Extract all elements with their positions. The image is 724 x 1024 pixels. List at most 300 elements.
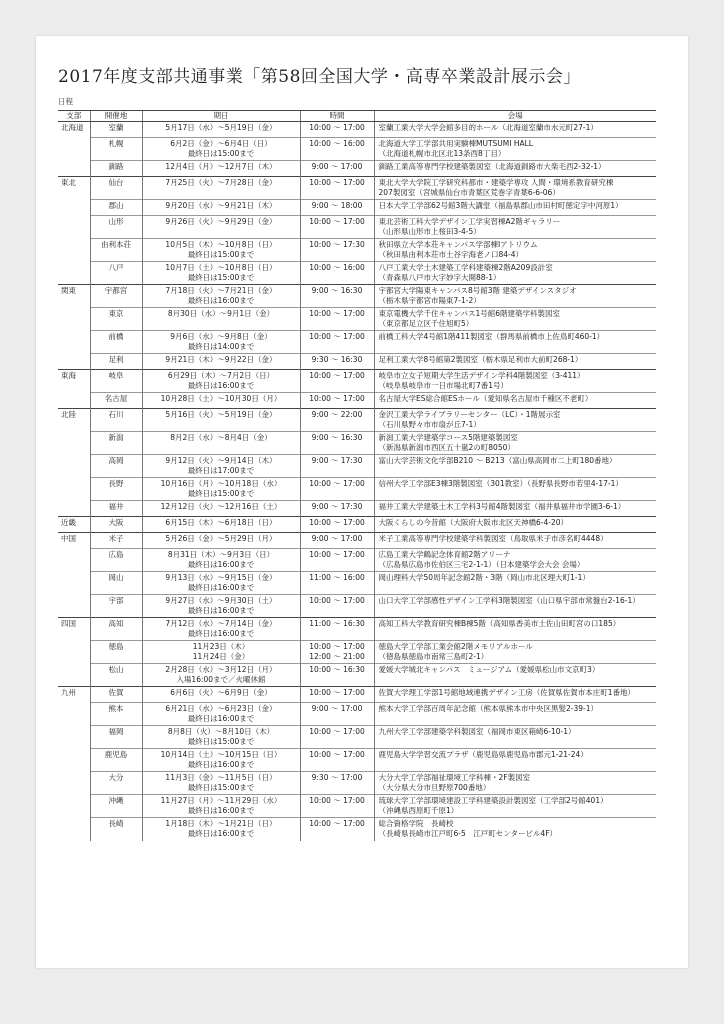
table-row	[58, 572, 656, 595]
time-cell-line: 9:00 ～ 17:30	[311, 456, 363, 465]
branch-cell: 東北	[58, 177, 90, 200]
time-cell	[300, 409, 374, 432]
time-cell	[300, 432, 374, 455]
table-row	[58, 703, 656, 726]
dates-cell-line: 5月17日（水）～5月19日（金）	[165, 123, 277, 132]
city-cell: 鹿児島	[90, 749, 142, 772]
venue-cell	[374, 216, 656, 239]
dates-cell-line: 11月3日（金）～11月5日（日）	[165, 773, 277, 782]
venue-cell	[374, 138, 656, 161]
table-row	[58, 795, 656, 818]
time-cell	[300, 772, 374, 795]
dates-cell	[142, 432, 300, 455]
venue-cell	[374, 455, 656, 478]
dates-cell-line: 最終日は17:00まで	[187, 466, 255, 475]
table-row	[58, 138, 656, 161]
table-row	[58, 216, 656, 239]
document-page	[36, 36, 688, 968]
time-cell-line: 9:30 ～ 17:00	[311, 773, 363, 782]
time-cell	[300, 795, 374, 818]
venue-cell-line: 米子工業高等専門学校建築学科製図室（鳥取県米子市彦名町4448）	[378, 534, 608, 543]
branch-cell	[58, 308, 90, 331]
venue-cell-line: 室蘭工業大学大学会館多目的ホール（北海道室蘭市水元町27-1）	[378, 123, 598, 132]
venue-cell-line: 八戸工業大学土木建築工学科建築棟2階A209設計室	[378, 263, 553, 272]
venue-cell	[374, 517, 656, 533]
branch-cell: 九州	[58, 687, 90, 703]
time-cell-line: 10:00 ～ 17:00	[309, 596, 365, 605]
dates-cell	[142, 726, 300, 749]
venue-cell	[374, 687, 656, 703]
dates-cell-line: 10月7日（土）～10月8日（日）	[165, 263, 277, 272]
time-cell	[300, 138, 374, 161]
dates-cell-line: 9月27日（水）～9月30日（土）	[165, 596, 277, 605]
venue-cell-line: （秋田県由利本荘市土谷字海老ノ口84-4）	[378, 250, 524, 259]
venue-cell-line: 東京電機大学千住キャンパス1号館6階建築学科製図室	[378, 309, 561, 318]
time-cell-line: 9:00 ～ 16:30	[311, 433, 363, 442]
venue-cell	[374, 726, 656, 749]
branch-cell	[58, 478, 90, 501]
dates-cell-line: 8月8日（火）～8月10日（木）	[167, 727, 275, 736]
dates-cell	[142, 122, 300, 138]
dates-cell	[142, 455, 300, 478]
dates-cell	[142, 262, 300, 285]
table-row	[58, 772, 656, 795]
city-cell: 松山	[90, 664, 142, 687]
branch-cell	[58, 818, 90, 841]
table-row	[58, 749, 656, 772]
time-cell-line: 11:00 ～ 16:00	[309, 573, 365, 582]
dates-cell	[142, 641, 300, 664]
venue-cell	[374, 641, 656, 664]
branch-cell	[58, 749, 90, 772]
venue-cell-line: 広島工業大学鶴記念体育館2階アリーナ	[378, 550, 511, 559]
venue-cell	[374, 331, 656, 354]
branch-cell	[58, 595, 90, 618]
time-cell-line: 10:00 ～ 17:00	[309, 518, 365, 527]
dates-cell-line: 最終日は15:00まで	[187, 489, 255, 498]
time-cell	[300, 177, 374, 200]
time-cell	[300, 331, 374, 354]
venue-cell-line: 熊本大学工学部百周年記念館（熊本県熊本市中央区黒髪2-39-1）	[378, 704, 598, 713]
city-cell: 福井	[90, 501, 142, 517]
venue-cell-line: 高知工科大学教育研究棟B棟5階（高知県香美市土佐山田町宮の口185）	[378, 619, 621, 628]
city-cell: 石川	[90, 409, 142, 432]
time-cell-line: 10:00 ～ 17:00	[309, 178, 365, 187]
branch-cell	[58, 455, 90, 478]
venue-cell-line: 鹿児島大学学習交流プラザ（鹿児島県鹿児島市郡元1-21-24）	[378, 750, 588, 759]
branch-cell	[58, 703, 90, 726]
dates-cell	[142, 772, 300, 795]
dates-cell	[142, 285, 300, 308]
table-row	[58, 239, 656, 262]
time-cell-line: 10:00 ～ 17:00	[309, 819, 365, 828]
time-cell-line: 10:00 ～ 17:00	[309, 371, 365, 380]
city-cell: 山形	[90, 216, 142, 239]
time-cell-line: 9:00 ～ 17:30	[311, 502, 363, 511]
venue-cell	[374, 239, 656, 262]
venue-cell-line: 琉球大学工学部環境建設工学科建築設計製図室（工学部2号館401）	[378, 796, 608, 805]
table-row	[58, 595, 656, 618]
header-city: 開催地	[90, 111, 142, 122]
venue-cell	[374, 501, 656, 517]
dates-cell-line: 最終日は15:00まで	[187, 273, 255, 282]
venue-cell-line: （岐阜県岐阜市一日市場北町7番1号）	[378, 381, 509, 390]
city-cell: 由利本荘	[90, 239, 142, 262]
dates-cell-line: 最終日は16:00まで	[187, 583, 255, 592]
dates-cell	[142, 409, 300, 432]
dates-cell-line: 入場16:00まで／火曜休館	[176, 675, 266, 684]
dates-cell-line: 最終日は16:00まで	[187, 629, 255, 638]
city-cell: 宇都宮	[90, 285, 142, 308]
city-cell: 札幌	[90, 138, 142, 161]
branch-cell	[58, 200, 90, 216]
dates-cell	[142, 501, 300, 517]
time-cell-line: 9:00 ～ 17:00	[311, 704, 363, 713]
table-row	[58, 641, 656, 664]
venue-cell-line: 信州大学工学部E3棟3階製図室（301教室）（長野県長野市若里4-17-1）	[378, 479, 623, 488]
dates-cell-line: 最終日は16:00まで	[187, 806, 255, 815]
venue-cell	[374, 262, 656, 285]
schedule-label: 日程	[58, 97, 73, 106]
dates-cell-line: 6月6日（火）～6月9日（金）	[170, 688, 272, 697]
dates-cell	[142, 308, 300, 331]
city-cell: 東京	[90, 308, 142, 331]
venue-cell-line: 釧路工業高等専門学校建築製図室（北海道釧路市大楽毛西2-32-1）	[378, 162, 606, 171]
venue-cell	[374, 285, 656, 308]
city-cell: 熊本	[90, 703, 142, 726]
venue-cell	[374, 409, 656, 432]
time-cell	[300, 285, 374, 308]
dates-cell-line: 11月23日（木）	[192, 642, 250, 651]
time-cell	[300, 478, 374, 501]
venue-cell-line: 名古屋大学ES総合館ESホール（愛知県名古屋市千種区不老町）	[378, 394, 593, 403]
dates-cell-line: 8月30日（水）～9月1日（金）	[167, 309, 275, 318]
branch-cell	[58, 772, 90, 795]
time-cell	[300, 354, 374, 370]
dates-cell-line: 8月2日（水）～8月4日（金）	[170, 433, 272, 442]
time-cell	[300, 572, 374, 595]
header-venue: 会場	[374, 111, 656, 122]
city-cell: 足利	[90, 354, 142, 370]
time-cell-line: 10:00 ～ 17:00	[309, 750, 365, 759]
table-row	[58, 393, 656, 409]
time-cell-line: 9:00 ～ 17:00	[311, 534, 363, 543]
dates-cell-line: 12月12日（火）～12月16日（土）	[160, 502, 282, 511]
time-cell-line: 9:00 ～ 22:00	[311, 410, 363, 419]
venue-cell-line: （広島県広島市佐伯区三宅2-1-1）（日本建築学会大会 会場）	[378, 560, 585, 569]
time-cell	[300, 501, 374, 517]
dates-cell	[142, 161, 300, 177]
time-cell-line: 9:00 ～ 16:30	[311, 286, 363, 295]
city-cell: 仙台	[90, 177, 142, 200]
branch-cell	[58, 216, 90, 239]
venue-cell-line: 愛媛大学城北キャンパス ミュージアム（愛媛県松山市文京町3）	[378, 665, 600, 674]
venue-cell-line: （新潟県新潟市西区五十嵐2の町8050）	[378, 443, 515, 452]
time-cell-line: 10:00 ～ 16:30	[309, 665, 365, 674]
time-cell-line: 10:00 ～ 16:00	[309, 263, 365, 272]
time-cell-line: 10:00 ～ 17:00	[309, 309, 365, 318]
time-cell	[300, 533, 374, 549]
table-row	[58, 177, 656, 200]
document-title: 2017年度支部共通事業「第58回全国大学・高専卒業設計展示会」	[58, 67, 581, 87]
venue-cell-line: 総合資格学院 長崎校	[378, 819, 454, 828]
venue-cell	[374, 533, 656, 549]
dates-cell	[142, 138, 300, 161]
dates-cell-line: 9月21日（木）～9月22日（金）	[165, 355, 277, 364]
table-row	[58, 517, 656, 533]
dates-cell-line: 最終日は14:00まで	[187, 342, 255, 351]
venue-cell-line: （大分県大分市旦野原700番地）	[378, 783, 491, 792]
dates-cell-line: 最終日は16:00まで	[187, 560, 255, 569]
time-cell-line: 10:00 ～ 16:00	[309, 139, 365, 148]
dates-cell-line: 10月28日（土）～10月30日（月）	[160, 394, 282, 403]
dates-cell	[142, 216, 300, 239]
city-cell: 長崎	[90, 818, 142, 841]
venue-cell	[374, 308, 656, 331]
dates-cell	[142, 572, 300, 595]
venue-cell-line: 佐賀大学理工学部1号館地域連携デザイン工房（佐賀県佐賀市本庄町1番地）	[378, 688, 636, 697]
time-cell-line: 10:00 ～ 17:00	[309, 688, 365, 697]
table-row	[58, 664, 656, 687]
venue-cell	[374, 393, 656, 409]
branch-cell	[58, 501, 90, 517]
dates-cell-line: 9月6日（水）～9月8日（金）	[170, 332, 272, 341]
venue-cell	[374, 595, 656, 618]
table-row	[58, 478, 656, 501]
venue-cell-line: 新潟工業大学建築学コース5階建築製図室	[378, 433, 518, 442]
city-cell: 高知	[90, 618, 142, 641]
city-cell: 佐賀	[90, 687, 142, 703]
dates-cell	[142, 478, 300, 501]
time-cell-line: 9:00 ～ 18:00	[311, 201, 363, 210]
time-cell-line: 10:00 ～ 17:00	[309, 727, 365, 736]
dates-cell	[142, 393, 300, 409]
dates-cell	[142, 370, 300, 393]
venue-cell	[374, 122, 656, 138]
dates-cell-line: 6月2日（金）～6月4日（日）	[170, 139, 272, 148]
venue-cell-line: 福井工業大学建築土木工学科3号館4階製図室（福井県福井市学園3-6-1）	[378, 502, 626, 511]
branch-cell: 北海道	[58, 122, 90, 138]
table-row	[58, 331, 656, 354]
branch-cell	[58, 549, 90, 572]
venue-cell-line: 富山大学芸術文化学部B210 ～ B213（富山県高岡市二上町180番地）	[378, 456, 617, 465]
time-cell-line: 12:00 ～ 21:00	[309, 652, 365, 661]
time-cell-line: 10:00 ～ 17:00	[309, 642, 365, 651]
dates-cell	[142, 177, 300, 200]
city-cell: 前橋	[90, 331, 142, 354]
time-cell	[300, 517, 374, 533]
dates-cell	[142, 818, 300, 841]
venue-cell-line: 大分大学工学部福祉環境工学科棟・2F製図室	[378, 773, 531, 782]
branch-cell	[58, 726, 90, 749]
venue-cell-line: （石川県野々市市扇が丘7-1）	[378, 420, 481, 429]
dates-cell-line: 10月16日（月）～10月18日（水）	[160, 479, 282, 488]
city-cell: 沖縄	[90, 795, 142, 818]
venue-cell-line: （長崎県長崎市江戸町6-5 江戸町センタービル4F）	[378, 829, 558, 838]
dates-cell-line: 最終日は16:00まで	[187, 296, 255, 305]
dates-cell	[142, 749, 300, 772]
table-row	[58, 409, 656, 432]
venue-cell-line: 九州大学工学部建築学科製図室（福岡市東区箱崎6-10-1）	[378, 727, 576, 736]
dates-cell-line: 最終日は16:00まで	[187, 829, 255, 838]
city-cell: 米子	[90, 533, 142, 549]
venue-cell-line: 東北大学大学院工学研究科都市・建築学専攻 人間・環境系教育研究棟	[378, 178, 614, 187]
dates-cell-line: 最終日は15:00まで	[187, 149, 255, 158]
dates-cell-line: 5月16日（火）～5月19日（金）	[165, 410, 277, 419]
time-cell	[300, 818, 374, 841]
venue-cell-line: （沖縄県西原町千原1）	[378, 806, 459, 815]
dates-cell-line: 8月31日（木）～9月3日（日）	[167, 550, 275, 559]
dates-cell	[142, 331, 300, 354]
dates-cell	[142, 517, 300, 533]
time-cell-line: 10:00 ～ 17:00	[309, 332, 365, 341]
dates-cell-line: 7月25日（火）～7月28日（金）	[165, 178, 277, 187]
city-cell: 名古屋	[90, 393, 142, 409]
venue-cell	[374, 772, 656, 795]
venue-cell-line: （栃木県宇都宮市陽東7-1-2）	[378, 296, 481, 305]
branch-cell	[58, 354, 90, 370]
time-cell	[300, 200, 374, 216]
venue-cell-line: （徳島県徳島市南常三島町2-1）	[378, 652, 489, 661]
branch-cell	[58, 795, 90, 818]
venue-cell	[374, 478, 656, 501]
dates-cell	[142, 664, 300, 687]
city-cell: 福岡	[90, 726, 142, 749]
dates-cell	[142, 533, 300, 549]
dates-cell-line: 11月24日（金）	[192, 652, 250, 661]
dates-cell-line: 最終日は15:00まで	[187, 250, 255, 259]
branch-cell	[58, 262, 90, 285]
branch-cell	[58, 664, 90, 687]
time-cell-line: 11:00 ～ 16:30	[309, 619, 365, 628]
city-cell: 長野	[90, 478, 142, 501]
header-dates: 期日	[142, 111, 300, 122]
dates-cell	[142, 354, 300, 370]
table-row	[58, 285, 656, 308]
time-cell	[300, 618, 374, 641]
venue-cell-line: 207製図室（宮城県仙台市青葉区荒巻字青葉6-6-06）	[378, 188, 560, 197]
time-cell	[300, 393, 374, 409]
branch-cell: 東海	[58, 370, 90, 393]
venue-cell	[374, 370, 656, 393]
venue-cell	[374, 795, 656, 818]
header-time: 時間	[300, 111, 374, 122]
table-row	[58, 618, 656, 641]
venue-cell	[374, 703, 656, 726]
city-cell: 釧路	[90, 161, 142, 177]
time-cell	[300, 308, 374, 331]
branch-cell: 中国	[58, 533, 90, 549]
venue-cell	[374, 749, 656, 772]
table-row	[58, 726, 656, 749]
time-cell	[300, 161, 374, 177]
branch-cell	[58, 239, 90, 262]
time-cell	[300, 595, 374, 618]
branch-cell	[58, 138, 90, 161]
branch-cell: 近畿	[58, 517, 90, 533]
table-row	[58, 549, 656, 572]
time-cell-line: 10:00 ～ 17:00	[309, 550, 365, 559]
venue-cell	[374, 618, 656, 641]
table-row	[58, 818, 656, 841]
branch-cell	[58, 161, 90, 177]
table-row	[58, 122, 656, 138]
venue-cell-line: （北海道札幌市北区北13条西8丁目）	[378, 149, 506, 158]
venue-cell	[374, 354, 656, 370]
venue-cell-line: 秋田県立大学本荘キャンパス学部棟Iアトリウム	[378, 240, 538, 249]
dates-cell-line: 6月29日（木）～7月2日（日）	[167, 371, 275, 380]
city-cell: 岐阜	[90, 370, 142, 393]
dates-cell-line: 最終日は15:00まで	[187, 737, 255, 746]
table-row	[58, 308, 656, 331]
city-cell: 大阪	[90, 517, 142, 533]
venue-cell	[374, 161, 656, 177]
dates-cell-line: 最終日は16:00まで	[187, 606, 255, 615]
time-cell	[300, 455, 374, 478]
dates-cell	[142, 549, 300, 572]
venue-cell-line: 前橋工科大学4号館1階411製図室（群馬県前橋市上佐鳥町460-1）	[378, 332, 605, 341]
time-cell	[300, 749, 374, 772]
table-row	[58, 161, 656, 177]
dates-cell-line: 12月4日（月）～12月7日（木）	[165, 162, 277, 171]
time-cell-line: 10:00 ～ 17:00	[309, 217, 365, 226]
venue-cell-line: 岡山理科大学50周年記念館2階・3階（岡山市北区理大町1-1）	[378, 573, 590, 582]
dates-cell	[142, 687, 300, 703]
city-cell: 郡山	[90, 200, 142, 216]
dates-cell	[142, 200, 300, 216]
schedule-table	[58, 110, 656, 841]
dates-cell-line: 最終日は16:00まで	[187, 714, 255, 723]
time-cell	[300, 370, 374, 393]
table-row	[58, 370, 656, 393]
time-cell	[300, 703, 374, 726]
table-row	[58, 687, 656, 703]
dates-cell-line: 1月18日（木）～1月21日（日）	[165, 819, 277, 828]
branch-cell	[58, 432, 90, 455]
dates-cell-line: 5月26日（金）～5月29日（月）	[165, 534, 277, 543]
dates-cell-line: 10月14日（土）～10月15日（日）	[160, 750, 282, 759]
dates-cell-line: 最終日は16:00まで	[187, 381, 255, 390]
venue-cell	[374, 818, 656, 841]
venue-cell-line: 大阪くらしの今昔館（大阪府大阪市北区天神橋6-4-20）	[378, 518, 568, 527]
city-cell: 新潟	[90, 432, 142, 455]
dates-cell-line: 最終日は15:00まで	[187, 783, 255, 792]
dates-cell-line: 11月27日（月）～11月29日（水）	[160, 796, 282, 805]
city-cell: 岡山	[90, 572, 142, 595]
table-row	[58, 455, 656, 478]
dates-cell	[142, 795, 300, 818]
venue-cell	[374, 549, 656, 572]
dates-cell-line: 10月5日（木）～10月8日（日）	[165, 240, 277, 249]
time-cell	[300, 549, 374, 572]
venue-cell-line: 山口大学工学部感性デザイン工学科3階製図室（山口県宇部市常盤台2-16-1）	[378, 596, 640, 605]
time-cell-line: 10:00 ～ 17:30	[309, 240, 365, 249]
city-cell: 室蘭	[90, 122, 142, 138]
time-cell	[300, 122, 374, 138]
venue-cell-line: （青森県八戸市大字妙字大開88-1）	[378, 273, 501, 282]
dates-cell	[142, 239, 300, 262]
time-cell	[300, 216, 374, 239]
time-cell	[300, 726, 374, 749]
time-cell	[300, 664, 374, 687]
city-cell: 高岡	[90, 455, 142, 478]
city-cell: 徳島	[90, 641, 142, 664]
dates-cell	[142, 618, 300, 641]
city-cell: 八戸	[90, 262, 142, 285]
venue-cell	[374, 177, 656, 200]
branch-cell: 四国	[58, 618, 90, 641]
venue-cell-line: 北海道大学工学部共用実験棟MUTSUMI HALL	[378, 139, 533, 148]
